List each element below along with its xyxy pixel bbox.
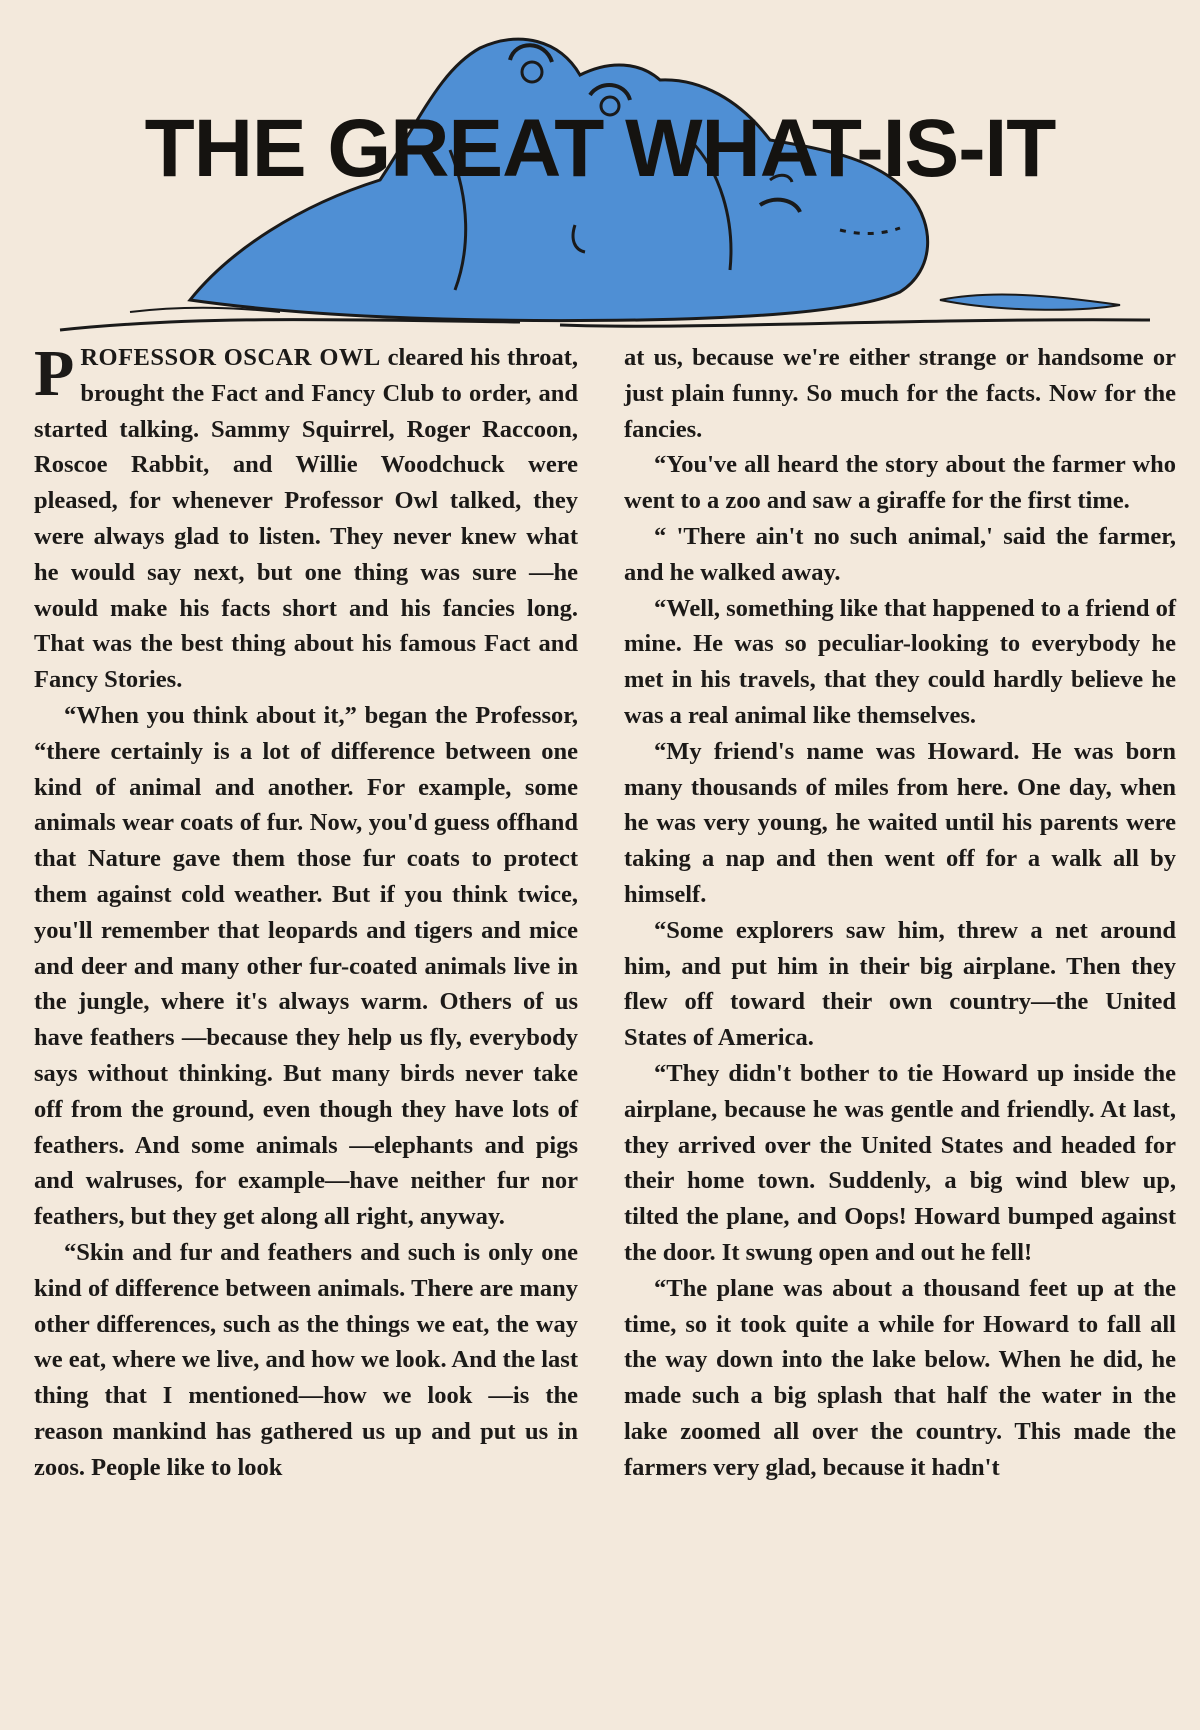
left-text-column [34, 337, 578, 1486]
right-text-column [624, 340, 1176, 1486]
paragraph: “Some explorers saw him, threw a net around him, and put him in their big airplane. Then they flew off toward their own country—the United States of America. [624, 916, 1176, 1052]
paragraph: “ 'There ain't no such animal,' said the farmer, and he walked away. [624, 522, 1176, 586]
paragraph: “Well, something like that happened to a friend of mine. He was so peculiar-looking to everybody he met in his travels, that they could hardly believe he was a real animal like themselves. [624, 594, 1177, 729]
story-title: THE GREAT WHAT-IS-IT [144, 103, 1056, 194]
water-ripple [60, 320, 520, 330]
opening-lead-words: ROFESSOR OSCAR OWL [80, 344, 381, 371]
drop-cap: P [34, 337, 75, 410]
water-splash [940, 295, 1120, 310]
paragraph: “When you think about it,” began the Professor, “there certainly is a lot of difference between one kind of animal and another. For example, some animals wear coats of fur. Now, you'd guess offhand that Nature gave them those fur coats to protect them against cold weather. But if you think twice, you'll remember that leopards and tigers and mice and deer and many other fur-coated animals live in the jungle, where it's always warm. Others of us have feathers —because they help us fly, everybody says without thinking. But many birds never take off from the ground, even though they have lots of feathers. And some animals —elephants and pigs and walruses, for example—have neither fur nor feathers, but they get along all right, anyway. [34, 701, 578, 1231]
paragraph: “They didn't bother to tie Howard up inside the airplane, because he was gentle and friendly. At last, they arrived over the United States and headed for their home town. Suddenly, a big wind blew up, tilted the plane, and Oops! Howard bumped against the door. It swung open and out he fell! [624, 1059, 1176, 1266]
paragraph: “You've all heard the story about the farmer who went to a zoo and saw a giraffe for the first time. [624, 451, 1176, 515]
paragraph: “Skin and fur and feathers and such is only one kind of difference between animals. There are many other differences, such as the things we eat, the way we eat, where we live, and how we look. And the last thing that I mentioned—how we look —is the reason mankind has gathered us up and put us in zoos. People like to look [34, 1238, 578, 1481]
opening-paragraph-text: cleared his throat, brought the Fact and Fancy Club to order, and started talking. Sammy Squirrel, Roger Raccoon, Roscoe Rabbit, and Willie Woodchuck were pleased, for whenever Professor Owl talked, they were always glad to listen. They never knew what he would say next, but one thing was sure —he would make his facts short and his fancies long. That was the best thing about his famous Fact and Fancy Stories. [34, 344, 578, 694]
paragraph: “My friend's name was Howard. He was born many thousands of miles from here. One day, when he was very young, he waited until his parents were taking a nap and then went off for a walk all by himself. [624, 737, 1176, 908]
opening-paragraph [34, 337, 578, 698]
story-header [0, 0, 1200, 350]
paragraph-continued: at us, because we're either strange or handsome or just plain funny. So much for the facts. Now for the fancies. [624, 344, 1176, 443]
paragraph: “The plane was about a thousand feet up at the time, so it took quite a while for Howard to fall all the way down into the lake below. When he did, he made such a big splash that half the water in the lake zoomed all over the country. This made the farmers very glad, because it hadn't [624, 1274, 1176, 1481]
